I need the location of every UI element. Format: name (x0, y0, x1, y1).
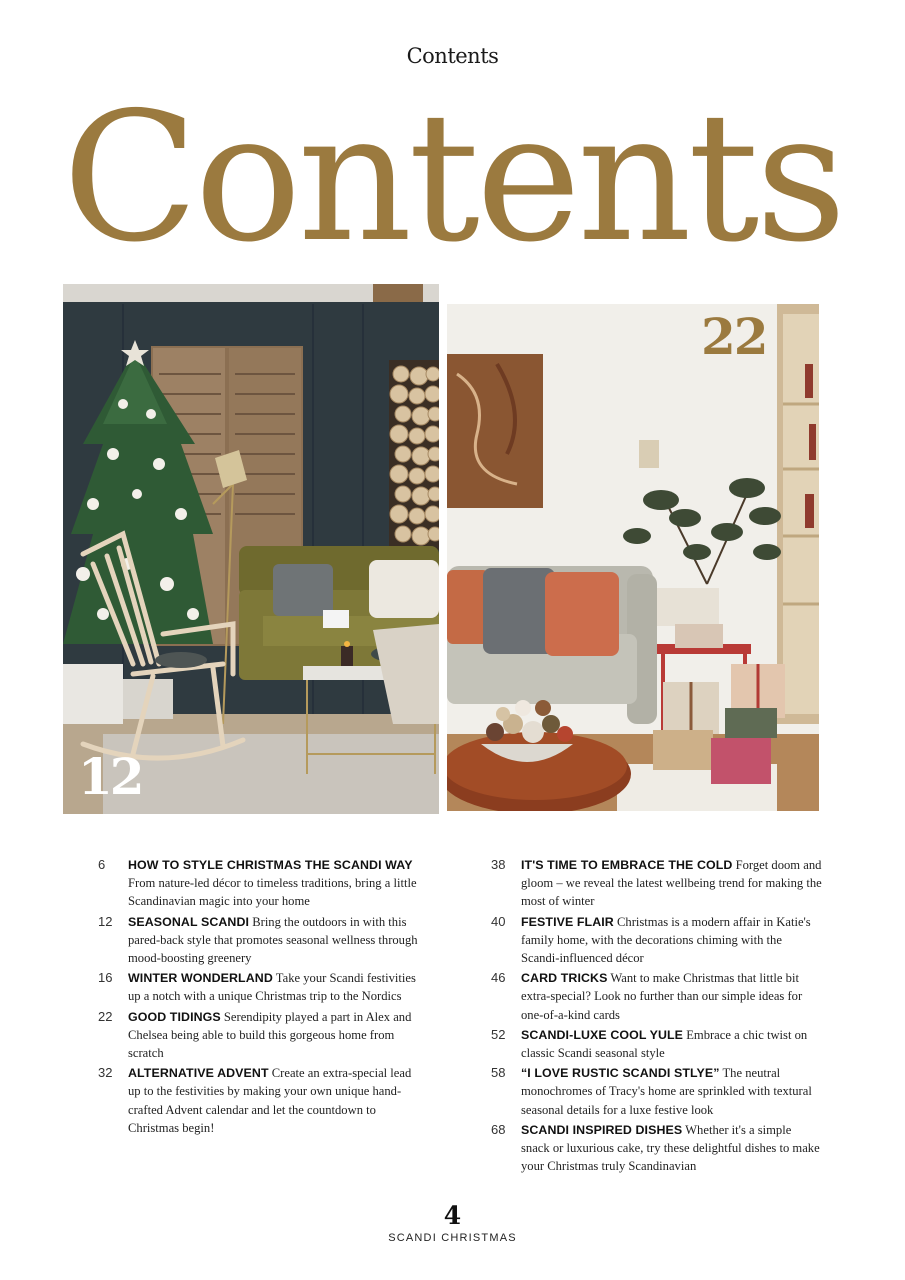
toc-page-number: 68 (491, 1121, 506, 1137)
toc-column-left (90, 856, 420, 1139)
toc-entry[interactable] (90, 856, 420, 911)
toc-entry[interactable] (90, 969, 420, 1005)
toc-blurb: The neutral monochromes of Tracy's home are sprinkled with textural seasonal details for a luxe festive look (521, 1066, 812, 1117)
toc-entry[interactable] (483, 1026, 823, 1062)
toc-description (128, 1064, 420, 1137)
toc-page-number: 32 (98, 1065, 113, 1081)
toc-entry[interactable] (483, 1064, 823, 1119)
toc-heading: GOOD TIDINGS (128, 1009, 221, 1024)
christmas-living-room-photo[interactable] (63, 284, 439, 814)
toc-blurb: Want to make Christmas that little bit extra-special? Look no further than our simple ideas for one-of-a-kind cards (521, 971, 803, 1022)
toc-page-number: 46 (491, 970, 506, 986)
page-badge-12: 12 (78, 747, 142, 806)
toc-blurb: Take your Scandi festivities up a notch with a unique Christmas trip to the Nordics (128, 971, 416, 1004)
toc-column-right (483, 856, 823, 1177)
toc-heading: FESTIVE FLAIR (521, 914, 614, 929)
sofa-room-illustration (447, 304, 819, 811)
toc-description (521, 1026, 823, 1062)
toc-page-number: 6 (98, 857, 106, 872)
toc-entry[interactable] (90, 913, 420, 968)
running-head: Contents (406, 44, 499, 68)
toc-blurb: From nature-led décor to timeless traditions, bring a little Scandinavian magic into your home (128, 876, 417, 909)
toc-heading: CARD TRICKS (521, 971, 608, 986)
toc-description (521, 1064, 823, 1119)
toc-entry[interactable] (483, 913, 823, 968)
toc-page-number: 22 (98, 1008, 113, 1024)
toc-heading: SEASONAL SCANDI (128, 914, 250, 929)
toc-description (521, 1121, 823, 1176)
toc-blurb: Christmas is a modern affair in Katie's family home, with the decorations chiming with the Scandi-influenced décor (521, 914, 811, 966)
toc-description (521, 856, 823, 911)
page-number: 4 (443, 1201, 462, 1230)
toc-page-number: 16 (98, 970, 113, 986)
toc-heading: HOW TO STYLE CHRISTMAS THE SCANDI WAY (128, 858, 413, 872)
toc-heading: SCANDI-LUXE COOL YULE (521, 1027, 684, 1042)
toc-entry[interactable] (90, 1064, 420, 1137)
festive-sofa-photo[interactable] (447, 304, 819, 811)
publication-name: SCANDI CHRISTMAS (388, 1232, 517, 1244)
toc-description (128, 969, 420, 1005)
toc-description (521, 913, 823, 968)
toc-description (128, 856, 420, 911)
toc-entry[interactable] (483, 1121, 823, 1176)
toc-entry[interactable] (483, 856, 823, 911)
toc-page-number: 12 (98, 913, 113, 929)
toc-blurb: Whether it's a simple snack or luxurious cake, try these delightful dishes to make your Christmas truly Scandinavian (521, 1122, 820, 1174)
toc-heading: IT'S TIME TO EMBRACE THE COLD (521, 858, 733, 872)
toc-page-number: 58 (491, 1065, 506, 1081)
toc-description (128, 913, 420, 968)
toc-blurb: Create an extra-special lead up to the festivities by making your own unique hand-crafted Advent calendar and let the countdown to Christmas begin! (128, 1066, 412, 1135)
toc-description (521, 969, 823, 1024)
toc-page-number: 52 (491, 1026, 506, 1042)
toc-description (128, 1008, 420, 1063)
page-badge-22: 22 (701, 307, 767, 366)
toc-blurb: Bring the outdoors in with this pared-back style that promotes seasonal wellness through mood-boosting greenery (128, 914, 418, 966)
toc-blurb: Forget doom and gloom – we reveal the latest wellbeing trend for making the most of winter (521, 858, 822, 909)
toc-heading: WINTER WONDERLAND (128, 971, 273, 986)
toc-page-number: 38 (491, 857, 506, 872)
toc-blurb: Embrace a chic twist on classic Scandi seasonal style (521, 1027, 808, 1061)
toc-heading: SCANDI INSPIRED DISHES (521, 1122, 683, 1137)
toc-heading: “I LOVE RUSTIC SCANDI STLYE” (521, 1066, 720, 1081)
toc-entry[interactable] (90, 1008, 420, 1063)
toc-entry[interactable] (483, 969, 823, 1024)
page-title: Contents (62, 74, 843, 281)
toc-page-number: 40 (491, 913, 506, 929)
toc-heading: ALTERNATIVE ADVENT (128, 1066, 269, 1081)
toc-blurb: Serendipity played a part in Alex and Chelsea being able to build this gorgeous home from scratch (128, 1009, 412, 1061)
living-room-illustration (63, 284, 439, 814)
